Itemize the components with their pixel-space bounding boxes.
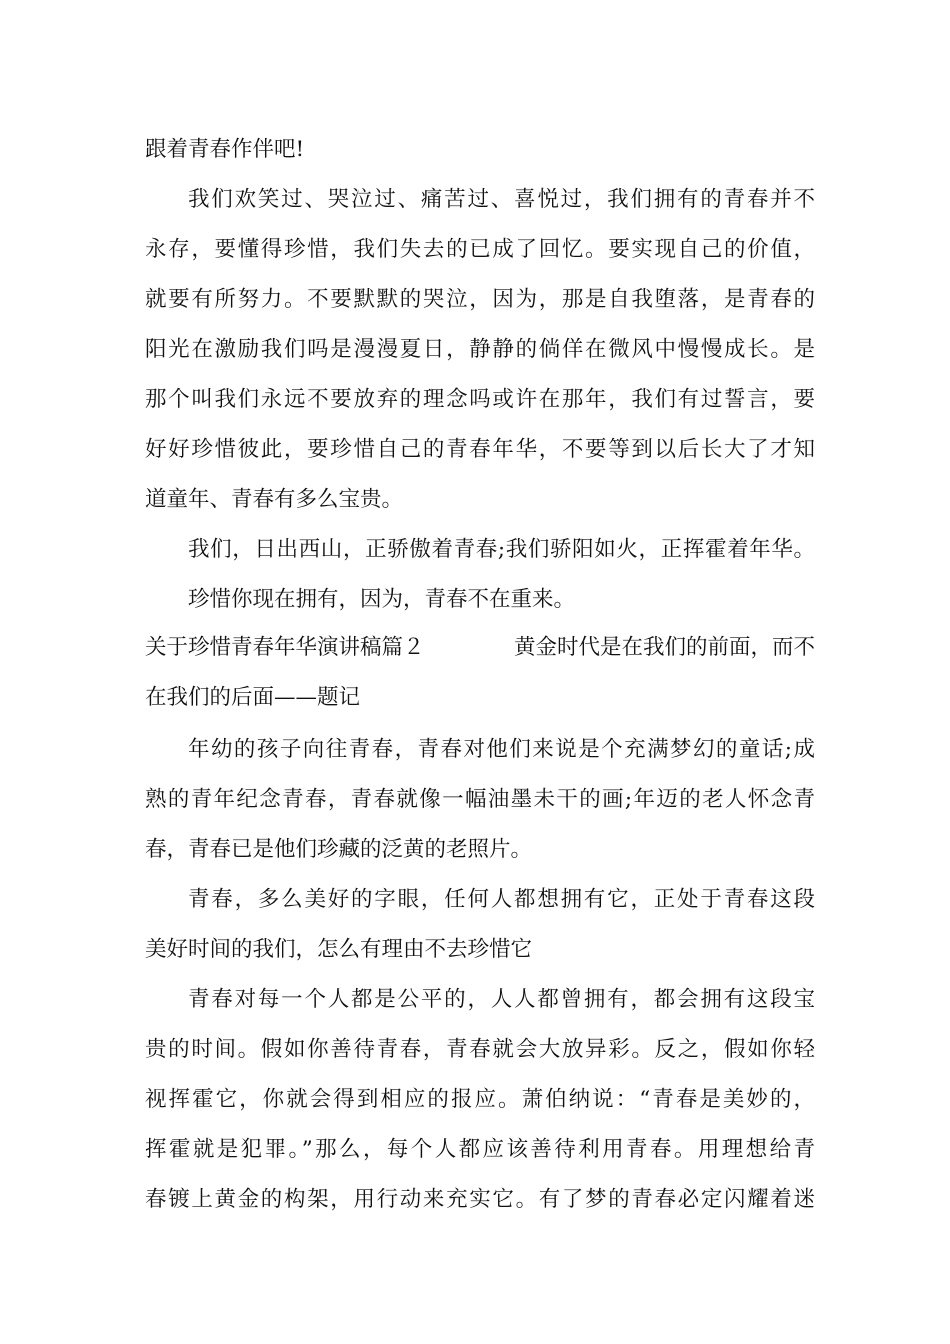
- text-line: 跟着青春作伴吧!: [145, 137, 305, 162]
- text-line: 道童年、青春有多么宝贵。: [145, 487, 404, 512]
- text-line: 春镀上黄金的构架，用行动来充实它。有了梦的青春必定闪耀着迷: [145, 1187, 815, 1212]
- text-line: 珍惜你现在拥有，因为，青春不在重来。: [188, 587, 576, 612]
- text-line: 挥霍就是犯罪。”那么，每个人都应该善待利用青春。用理想给青: [145, 1137, 815, 1162]
- text-line: 那个叫我们永远不要放弃的理念吗或许在那年，我们有过誓言，要: [145, 387, 815, 412]
- text-line: 美好时间的我们，怎么有理由不去珍惜它: [145, 937, 533, 962]
- text-line: 年幼的孩子向往青春，青春对他们来说是个充满梦幻的童话;成: [188, 737, 815, 762]
- text-line: 青春，多么美好的字眼，任何人都想拥有它，正处于青春这段: [188, 887, 815, 912]
- text-line: 就要有所努力。不要默默的哭泣，因为，那是自我堕落，是青春的: [145, 287, 815, 312]
- text-line: 视挥霍它，你就会得到相应的报应。萧伯纳说：“青春是美妙的，: [145, 1087, 815, 1112]
- text-line: 春，青春已是他们珍藏的泛黄的老照片。: [145, 837, 533, 862]
- text-line: 我们，日出西山，正骄傲着青春;我们骄阳如火，正挥霍着年华。: [188, 537, 815, 562]
- text-line: 熟的青年纪念青春，青春就像一幅油墨未干的画;年迈的老人怀念青: [145, 787, 815, 812]
- text-line: 阳光在激励我们吗是漫漫夏日，静静的倘佯在微风中慢慢成长。是: [145, 337, 815, 362]
- epigraph-start: 黄金时代是在我们的前面，而不: [513, 635, 815, 660]
- text-line: 在我们的后面——题记: [145, 685, 361, 710]
- text-line: 好好珍惜彼此，要珍惜自己的青春年华，不要等到以后长大了才知: [145, 437, 815, 462]
- section-heading: [145, 628, 815, 668]
- text-line: 青春对每一个人都是公平的，人人都曾拥有，都会拥有这段宝: [188, 987, 815, 1012]
- text-line: 我们欢笑过、哭泣过、痛苦过、喜悦过，我们拥有的青春并不: [188, 187, 815, 212]
- text-line: 贵的时间。假如你善待青春，青春就会大放异彩。反之，假如你轻: [145, 1037, 815, 1062]
- text-line: 永存，要懂得珍惜，我们失去的已成了回忆。要实现自己的价值，: [145, 237, 815, 262]
- section-title: 关于珍惜青春年华演讲稿篇２: [145, 635, 425, 660]
